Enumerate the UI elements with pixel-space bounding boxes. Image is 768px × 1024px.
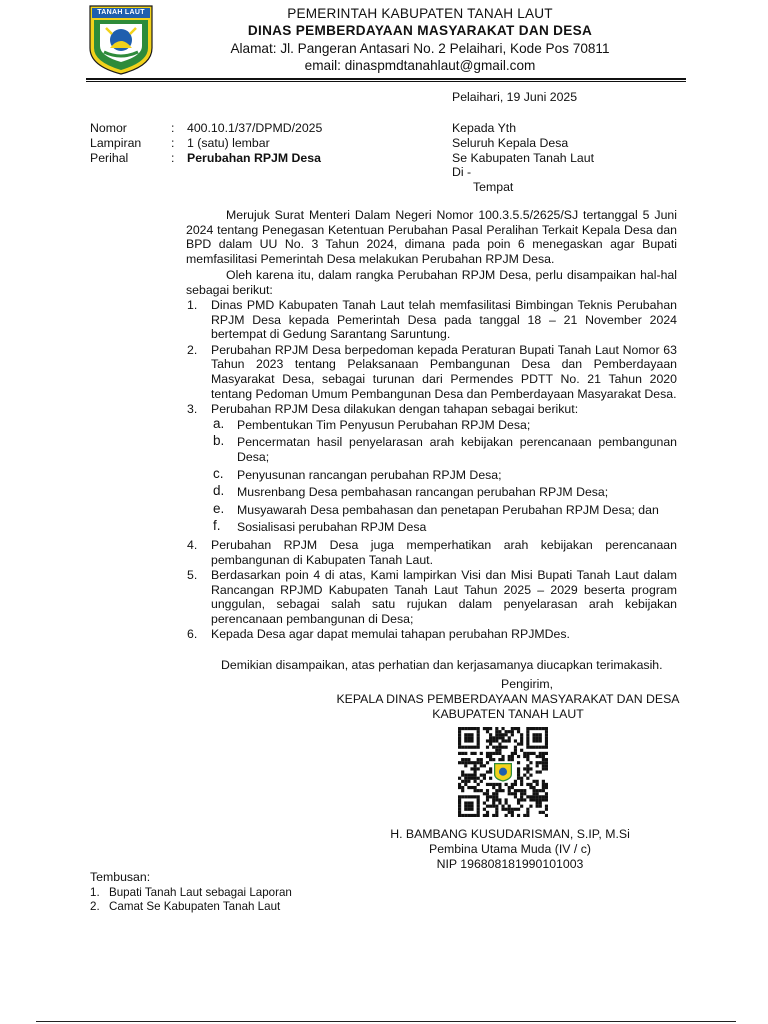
sublist-item bbox=[211, 415, 677, 433]
list-item-text: Perubahan RPJM Desa dilakukan dengan tahapan sebagai berikut: bbox=[211, 402, 579, 417]
recipient-line: Kepada Yth bbox=[452, 121, 517, 135]
list-item bbox=[187, 537, 677, 567]
stages-sublist bbox=[211, 415, 677, 535]
recipient-line: Seluruh Kepala Desa bbox=[452, 136, 569, 150]
recipient-line: Se Kabupaten Tanah Laut bbox=[452, 151, 594, 165]
sender-label: Pengirim, bbox=[501, 677, 553, 691]
list-item bbox=[187, 627, 677, 642]
sublist-item-text: Musrenbang Desa pembahasan rancangan perubahan RPJM Desa; bbox=[237, 485, 609, 500]
tembusan-list bbox=[90, 886, 292, 914]
meta-label-perihal: Perihal bbox=[90, 151, 129, 165]
list-item-text: Dinas PMD Kabupaten Tanah Laut telah memfasilitasi Bimbingan Teknis Perubahan RPJM Desa kepada Pemerintah Desa pada tanggal 18 – 21 November 2024 bertempat di Gedung Sarantang Saruntung. bbox=[211, 298, 677, 342]
list-item bbox=[187, 298, 677, 342]
sublist-item-text: Pembentukan Tim Penyusun Perubahan RPJM Desa; bbox=[237, 417, 531, 432]
office-address: Alamat: Jl. Pangeran Antasari No. 2 Pelaihari, Kode Pos 70811 bbox=[230, 41, 610, 56]
sublist-item bbox=[211, 500, 677, 518]
header-divider-thin bbox=[86, 81, 686, 82]
sublist-item-text: Musyawarah Desa pembahasan dan penetapan Perubahan RPJM Desa; dan bbox=[237, 502, 659, 517]
header-divider-thick bbox=[86, 78, 686, 80]
qr-code-signature-icon bbox=[458, 727, 548, 817]
tembusan-item bbox=[90, 900, 292, 914]
government-name: PEMERINTAH KABUPATEN TANAH LAUT bbox=[287, 6, 553, 21]
meta-value-perihal: Perubahan RPJM Desa bbox=[187, 151, 321, 165]
tembusan-title: Tembusan: bbox=[90, 870, 151, 884]
meta-colon: : bbox=[171, 136, 175, 150]
list-number: 3. bbox=[187, 402, 198, 417]
sublist-item bbox=[211, 435, 677, 464]
sublist-letter: f. bbox=[213, 518, 221, 534]
sublist-item-text: Pencermatan hasil penyelarasan arah kebijakan perencanaan pembangunan Desa; bbox=[237, 435, 677, 464]
tembusan-text: Camat Se Kabupaten Tanah Laut bbox=[109, 900, 281, 913]
sublist-letter: e. bbox=[213, 500, 225, 516]
meta-colon: : bbox=[171, 121, 175, 135]
meta-colon: : bbox=[171, 151, 175, 165]
meta-value-lampiran: 1 (satu) lembar bbox=[187, 136, 270, 150]
list-item-text: Kepada Desa agar dapat memulai tahapan perubahan RPJMDes. bbox=[211, 627, 570, 642]
letter-date: Pelaihari, 19 Juni 2025 bbox=[452, 90, 578, 104]
body-paragraph-1: Merujuk Surat Menteri Dalam Negeri Nomor 100.3.5.5/2625/SJ tertanggal 5 Juni 2024 tentang Penegasan Ketentuan Perubahan Pasal Peralihan Terkait Kepala Desa dan BPD dalam UU No. 3 Tahun 2024, dimana pada poin 6 menegaskan agar Bupati memfasilitasi Pemerintah Desa melakukan Perubahan RPJM Desa. bbox=[186, 208, 677, 266]
tembusan-text: Bupati Tanah Laut sebagai Laporan bbox=[109, 886, 292, 899]
body-paragraph-2: Oleh karena itu, dalam rangka Perubahan RPJM Desa, perlu disampaikan hal-hal sebagai berikut: bbox=[186, 268, 677, 297]
page-bottom-line bbox=[36, 1021, 736, 1022]
meta-label-lampiran: Lampiran bbox=[90, 136, 142, 150]
list-item bbox=[187, 402, 677, 535]
signatory-rank: Pembina Utama Muda (IV / c) bbox=[429, 842, 591, 856]
signatory-regency: KABUPATEN TANAH LAUT bbox=[432, 707, 584, 721]
closing-sentence: Demikian disampaikan, atas perhatian dan kerjasamanya diucapkan terimakasih. bbox=[221, 658, 663, 672]
signatory-name: H. BAMBANG KUSUDARISMAN, S.IP, M.Si bbox=[390, 827, 630, 841]
list-number: 6. bbox=[187, 627, 198, 642]
points-list bbox=[187, 298, 677, 642]
regency-logo bbox=[86, 4, 156, 76]
list-number: 1. bbox=[187, 298, 198, 312]
sublist-letter: a. bbox=[213, 415, 225, 431]
list-item bbox=[187, 568, 677, 626]
sublist-item bbox=[211, 465, 677, 483]
recipient-line: Di - bbox=[452, 165, 472, 179]
sublist-letter: d. bbox=[213, 483, 225, 499]
tembusan-item bbox=[90, 886, 292, 900]
office-name: DINAS PEMBERDAYAAN MASYARAKAT DAN DESA bbox=[247, 23, 593, 38]
tembusan-number: 1. bbox=[90, 886, 100, 899]
sublist-item bbox=[211, 485, 677, 500]
logo-text: TANAH LAUT bbox=[97, 9, 145, 16]
signatory-nip: NIP 196808181990101003 bbox=[436, 857, 584, 871]
sublist-item-text: Sosialisasi perubahan RPJM Desa bbox=[237, 520, 427, 535]
sublist-letter: c. bbox=[213, 465, 224, 481]
office-email: email: dinaspmdtanahlaut@gmail.com bbox=[304, 58, 536, 73]
signatory-position: KEPALA DINAS PEMBERDAYAAN MASYARAKAT DAN DESA bbox=[336, 692, 680, 706]
list-item-text: Perubahan RPJM Desa berpedoman kepada Peraturan Bupati Tanah Laut Nomor 63 Tahun 2023 tentang Pelaksanaan Pembangunan Desa dan Pemberdayaan Masyarakat Desa, sebagai turunan dari Permendes PDTT No. 21 Tahun 2020 tentang Pedoman Umum Pembangunan Desa dan Pemberdayaan Masyarakat Desa. bbox=[211, 342, 677, 401]
list-item-text: Berdasarkan poin 4 di atas, Kami lampirkan Visi dan Misi Bupati Tanah Laut dalam Rancangan RPJMD Kabupaten Tanah Laut Tahun 2025 – 2029 beserta program unggulan, sebagai salah satu rujukan dalam penyelarasan arah kebijakan perencanaan pembangunan di Desa; bbox=[211, 568, 677, 626]
sublist-item bbox=[211, 520, 677, 535]
sublist-letter: b. bbox=[213, 433, 225, 449]
list-number: 4. bbox=[187, 537, 198, 552]
tembusan-number: 2. bbox=[90, 900, 100, 913]
list-item-text: Perubahan RPJM Desa juga memperhatikan arah kebijakan perencanaan pembangunan di Kabupaten Tanah Laut. bbox=[211, 537, 677, 567]
meta-label-nomor: Nomor bbox=[90, 121, 127, 135]
sublist-item-text: Penyusunan rancangan perubahan RPJM Desa; bbox=[237, 467, 502, 482]
list-number: 5. bbox=[187, 568, 198, 583]
list-item bbox=[187, 342, 677, 401]
list-number: 2. bbox=[187, 342, 198, 357]
meta-value-nomor: 400.10.1/37/DPMD/2025 bbox=[187, 121, 323, 135]
recipient-line: Tempat bbox=[473, 180, 514, 194]
